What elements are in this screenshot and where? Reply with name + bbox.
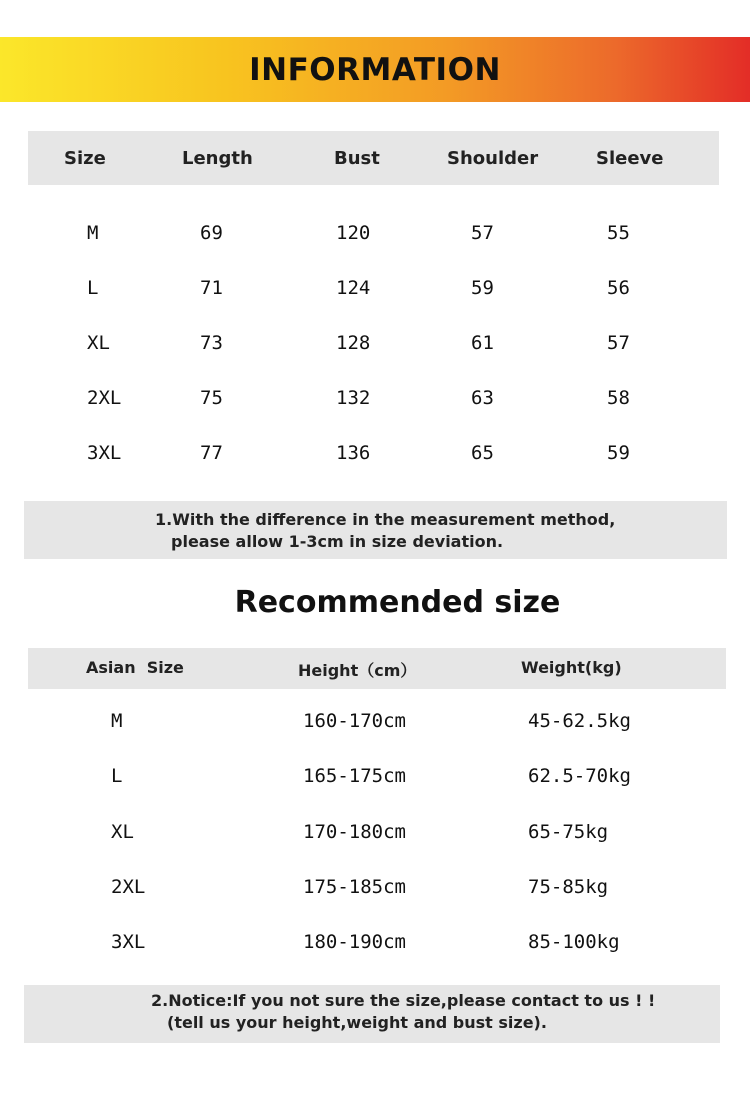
- cell-length: 73: [200, 332, 223, 354]
- cell-sleeve: 59: [607, 442, 630, 464]
- recommended-table-header: [28, 648, 726, 689]
- note-line-1: 1.With the difference in the measurement method,: [155, 510, 616, 529]
- cell-sleeve: 58: [607, 387, 630, 409]
- header-length: Length: [182, 148, 253, 169]
- cell-length: 69: [200, 222, 223, 244]
- cell-shoulder: 65: [471, 442, 494, 464]
- notice-note: [24, 985, 720, 1043]
- cell-length: 71: [200, 277, 223, 299]
- header-weight: Weight(kg): [521, 658, 622, 677]
- cell-shoulder: 63: [471, 387, 494, 409]
- cell-length: 75: [200, 387, 223, 409]
- header-shoulder: Shoulder: [447, 148, 539, 169]
- banner-title: INFORMATION: [249, 52, 501, 88]
- cell-height: 165-175cm: [303, 765, 406, 787]
- cell-shoulder: 57: [471, 222, 494, 244]
- cell-shoulder: 59: [471, 277, 494, 299]
- cell-size: L: [87, 277, 99, 299]
- cell-asian-size: XL: [111, 821, 134, 843]
- cell-bust: 136: [336, 442, 371, 464]
- cell-weight: 75-85kg: [528, 876, 609, 898]
- cell-height: 160-170cm: [303, 710, 406, 732]
- cell-sleeve: 56: [607, 277, 630, 299]
- cell-weight: 45-62.5kg: [528, 710, 631, 732]
- header-sleeve: Sleeve: [596, 148, 664, 169]
- size-table-header: [28, 131, 719, 185]
- cell-length: 77: [200, 442, 223, 464]
- cell-asian-size: L: [111, 765, 123, 787]
- cell-size: M: [87, 222, 99, 244]
- cell-weight: 85-100kg: [528, 931, 620, 953]
- notice-line-1: 2.Notice:If you not sure the size,please contact to us ! !: [151, 991, 656, 1010]
- cell-bust: 120: [336, 222, 371, 244]
- cell-height: 175-185cm: [303, 876, 406, 898]
- cell-height: 180-190cm: [303, 931, 406, 953]
- cell-height: 170-180cm: [303, 821, 406, 843]
- header-bust: Bust: [334, 148, 380, 169]
- cell-weight: 62.5-70kg: [528, 765, 631, 787]
- cell-asian-size: 3XL: [111, 931, 146, 953]
- notice-line-2: (tell us your height,weight and bust size).: [167, 1013, 547, 1032]
- cell-asian-size: M: [111, 710, 123, 732]
- cell-sleeve: 57: [607, 332, 630, 354]
- header-height: Height（cm）: [298, 661, 417, 680]
- information-banner: [0, 37, 750, 102]
- cell-size: 2XL: [87, 387, 122, 409]
- recommended-size-heading: Recommended size: [234, 585, 561, 620]
- cell-weight: 65-75kg: [528, 821, 609, 843]
- cell-shoulder: 61: [471, 332, 494, 354]
- cell-sleeve: 55: [607, 222, 630, 244]
- measurement-note: [24, 501, 727, 559]
- cell-bust: 132: [336, 387, 371, 409]
- note-line-2: please allow 1-3cm in size deviation.: [171, 532, 504, 551]
- cell-size: 3XL: [87, 442, 122, 464]
- cell-asian-size: 2XL: [111, 876, 146, 898]
- cell-size: XL: [87, 332, 110, 354]
- header-size: Size: [64, 148, 106, 169]
- header-asian-size: Asian Size: [86, 658, 184, 677]
- cell-bust: 128: [336, 332, 371, 354]
- cell-bust: 124: [336, 277, 371, 299]
